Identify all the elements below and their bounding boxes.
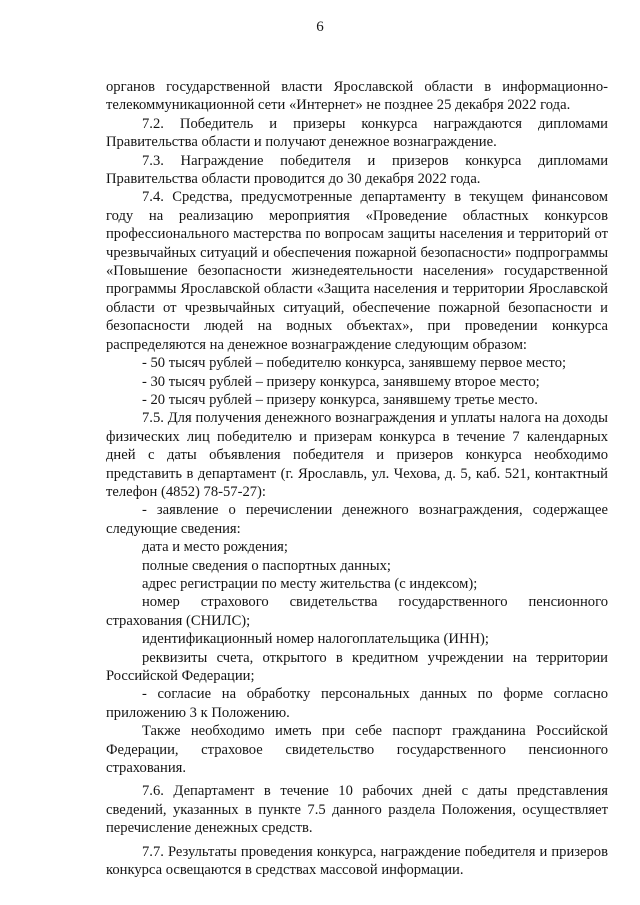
- list-item-passport: полные сведения о паспортных данных;: [142, 557, 391, 574]
- list-item-inn: идентификационный номер налогоплательщика (ИНН);: [142, 631, 489, 648]
- list-item-third-place: - 20 тысяч рублей – призеру конкурса, занявшему третье место.: [142, 391, 538, 408]
- paragraph-continuation: органов государственной власти Ярославской области в информационно-телекоммуникационной сети «Интернет» не позднее 25 декабря 2022 года.: [106, 79, 608, 114]
- paragraph-7-2: 7.2. Победитель и призеры конкурса награждаются дипломами Правительства области и получают денежное вознаграждение.: [106, 115, 608, 151]
- list-item-consent: - согласие на обработку персональных данных по форме согласно приложению 3 к Положению.: [106, 686, 608, 721]
- paragraph-7-5: 7.5. Для получения денежного вознаграждения и уплаты налога на доходы физических лиц победителю и призерам конкурса в течение 7 календарных дней с даты объявления победителя и призеров конкурса необходимо представить в департамент (г. Ярославль, ул. Чехова, д. 5, каб. 521, контактный телефон (4852) 78-57-27):: [106, 410, 608, 500]
- paragraph-7-6: 7.6. Департамент в течение 10 рабочих дней с даты представления сведений, указанных в пункте 7.5 данного раздела Положения, осуществляет перечисление денежных средств.: [106, 783, 608, 837]
- paragraph-7-4: 7.4. Средства, предусмотренные департаменту в текущем финансовом году на реализацию мероприятия «Проведение областных конкурсов профессионального мастерства по вопросам защиты населения и территорий от чрезвычайных ситуаций и обеспечения пожарной безопасности» подпрограммы «Повышение безопасности жизнедеятельности населения» государственной программы Ярославской области «Защита населения и территории Ярославской области от чрезвычайных ситуаций, обеспечение пожарной безопасности и безопасности людей на водных объектах», при проведении конкурса распределяются на денежное вознаграждение следующим образом:: [106, 189, 608, 353]
- list-item-first-place: - 50 тысяч рублей – победителю конкурса, занявшему первое место;: [142, 355, 567, 372]
- paragraph-7-3: 7.3. Награждение победителя и призеров конкурса дипломами Правительства области проводится до 30 декабря 2022 года.: [106, 152, 608, 188]
- list-item-application: - заявление о перечислении денежного вознаграждения, содержащее следующие сведения:: [106, 502, 608, 537]
- list-item-address: адрес регистрации по месту жительства (с индексом);: [142, 575, 478, 592]
- list-item-snils: номер страхового свидетельства государственного пенсионного страхования (СНИЛС);: [106, 594, 608, 629]
- list-item-birth: дата и место рождения;: [142, 539, 288, 556]
- list-item-second-place: - 30 тысяч рублей – призеру конкурса, занявшему второе место;: [142, 373, 540, 390]
- document-body: [106, 78, 608, 879]
- paragraph-7-7: 7.7. Результаты проведения конкурса, награждение победителя и призеров конкурса освещаются в средствах массовой информации.: [106, 843, 608, 879]
- list-item-bank-account: реквизиты счета, открытого в кредитном учреждении на территории Российской Федерации;: [106, 649, 608, 684]
- page-number: 6: [316, 19, 324, 35]
- paragraph-passport-note: Также необходимо иметь при себе паспорт гражданина Российской Федерации, страховое свидетельство государственного пенсионного страхования.: [106, 723, 608, 777]
